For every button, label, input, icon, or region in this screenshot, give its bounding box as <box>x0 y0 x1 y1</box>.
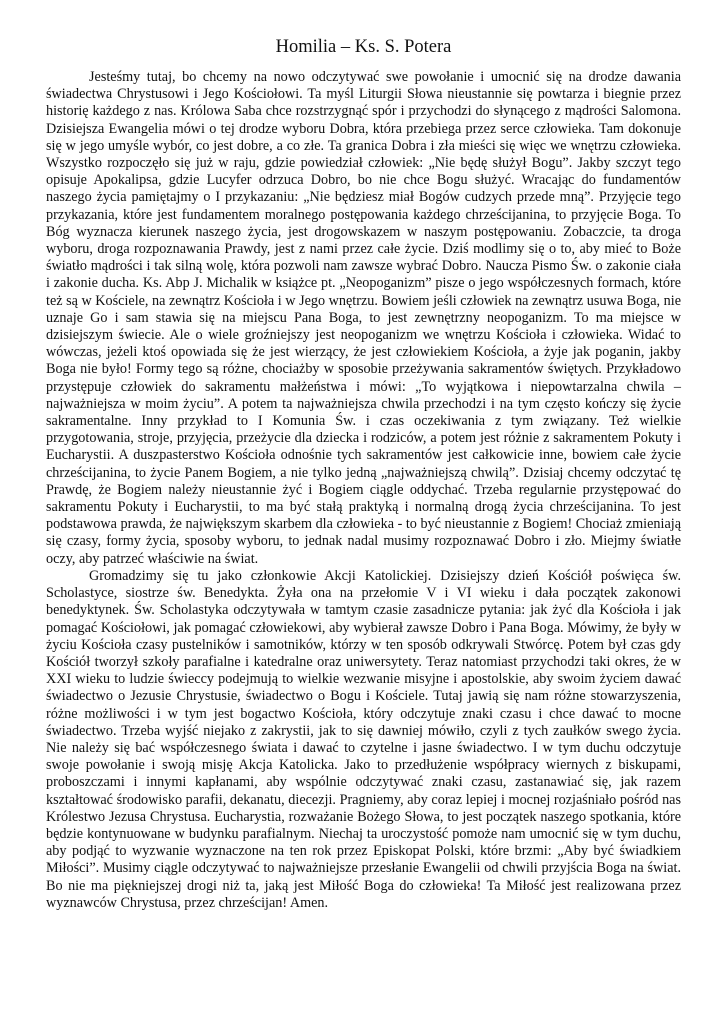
paragraph-1: Jesteśmy tutaj, bo chcemy na nowo odczytywać swe powołanie i umocnić się na drodze dawania świadectwa Chrystusowi i Jego Kościołowi. Ta myśl Liturgii Słowa nieustannie się powtarza i biegnie przez historię każdego z nas. Królowa Saba chce rozstrzygnąć spór i przychodzi do słynącego z mądrości Salomona. Dzisiejsza Ewangelia mówi o tej drodze wyboru Dobra, która przebiega przez serce człowieka. Tam dokonuje się w jego umyśle wybór, co jest dobre, a co złe. Ta granica Dobra i zła mieści się więc we wnętrzu człowieka. Wszystko rozpoczęło się już w raju, gdzie powiedział człowiek: „Nie będę służył Bogu”. Jakby szczyt tego opisuje Apokalipsa, gdzie Lucyfer odrzuca Dobro, bo nie chce Bogu służyć. Wracając do fundamentów naszego życia pamiętajmy o I przykazaniu: „Nie będziesz miał Bogów cudzych przede mną”. Przyjęcie tego przykazania, które jest fundamentem moralnego postępowania każdego chrześcijanina, to przyjęcie Boga. To Bóg wyznacza kierunek naszego życia, jest drogowskazem w naszym postępowaniu. Zobaczcie, ta droga wyboru, droga rozpoznawania Prawdy, jest z nami przez całe życie. Dziś modlimy się o to, aby mieć to Boże światło mądrości i tak silną wolę, która pozwoli nam zawsze wybrać Dobro. Naucza Pismo Św. o zakonie ciała i zakonie ducha. Ks. Abp J. Michalik w książce pt. „Neopoganizm” pisze o jego współczesnych formach, które też są w Kościele, na zewnątrz Kościoła i w Jego wnętrzu. Bowiem jeśli człowiek na zewnątrz usuwa Boga, nie uznaje Go i sam stawia się na miejscu Pana Boga, to jest zewnętrzny neopoganizm. To ma miejsce w dzisiejszym świecie. Ale o wiele groźniejszy jest neopoganizm we wnętrzu Kościoła i człowieka. Widać to wówczas, jeżeli ktoś opowiada się że jest wierzący, że jest człowiekiem Kościoła, a żyje jak poganin, jakby Boga nie było! Formy tego są różne, chociażby w sposobie przeżywania sakramentów świętych. Przykładowo przystępuje człowiek do sakramentu małżeństwa i mówi: „To wyjątkowa i niepowtarzalna chwila – najważniejsza w moim życiu”. A potem ta najważniejsza chwila przechodzi i na tym często kończy się życie sakramentalne. Inny przykład to I Komunia Św. i czas oczekiwania z tym związany. Też wielkie przygotowania, stroje, przyjęcia, przeżycie dla dziecka i rodziców, a potem jest różnie z sakramentem Pokuty i Eucharystii. A duszpasterstwo Kościoła odnośnie tych sakramentów jest całkowicie inne, bowiem całe życie chrześcijanina, to życie Panem Bogiem, a nie tylko jedną „najważniejszą chwilą”. Dzisiaj chcemy odczytać tę Prawdę, że Bogiem należy nieustannie żyć i Bogiem ciągle oddychać. Trzeba regularnie przystępować do sakramentu Pokuty i Eucharystii, to ma być stałą praktyką i normalną drogą życia chrześcijanina. To jest podstawowa prawda, że największym skarbem dla człowieka - to być nieustannie z Bogiem! Chociaż zmieniają się czasy, formy życia, sposoby wyboru, to jednak nadal musimy rozpoznawać Dobro i zło. Miejmy światłe oczy, aby patrzeć właściwie na świat. <box>46 69 681 567</box>
homily-page <box>46 34 681 912</box>
paragraph-2: Gromadzimy się tu jako członkowie Akcji Katolickiej. Dzisiejszy dzień Kościół poświęca św. Scholastyce, siostrze św. Benedykta. Żyła ona na przełomie V i VI wieku i dała początek zakonowi benedyktynek. Św. Scholastyka odczytywała w tamtym czasie zasadnicze pytania: jak żyć dla Kościoła i jak pomagać Kościołowi, jak pomagać człowiekowi, aby wybierał zawsze Dobro i Pana Boga. Mówimy, że były w życiu Kościoła czasy pustelników i samotników, którzy w ten sposób odkrywali Stwórcę. Potem był czas gdy Kościół tworzył szkoły parafialne i katedralne oraz uniwersytety. Teraz natomiast przychodzi taki okres, że w XXI wieku to ludzie świeccy podejmują to wielkie wezwanie misyjne i apostolskie, aby swoim życiem dawać świadectwo o Jezusie Chrystusie, świadectwo o Bogu i Kościele. Tutaj jawią się nam różne stowarzyszenia, różne możliwości i w tym jest bogactwo Kościoła, który odczytuje znaki czasu i chce dawać to mocne świadectwo. Trzeba wyjść niejako z zakrystii, jak to się dawniej mówiło, czyli z tych zaułków swego życia. Nie należy się bać współczesnego świata i dawać to czytelne i jasne świadectwo. I w tym duchu odczytuje swoje powołanie i swoją misję Akcja Katolicka. Jako to przedłużenie współpracy wiernych z biskupami, proboszczami i innymi kapłanami, aby wspólnie odczytywać znaki czasu, zastanawiać się, jak razem kształtować środowisko parafii, dekanatu, diecezji. Pragniemy, aby coraz lepiej i mocnej rozjaśniało pośród nas Królestwo Jezusa Chrystusa. Eucharystia, rozważanie Bożego Słowa, to jest początek naszego spotkania, które będzie kontynuowane w budynku parafialnym. Niechaj ta uroczystość pomoże nam umocnić się w tym duchu, aby podjąć to wyzwanie wyznaczone na ten rok przez Episkopat Polski, które brzmi: „Aby być świadkiem Miłości”. Musimy ciągle odczytywać to najważniejsze przesłanie Ewangelii od chwili przyjścia Boga na świat. Bo nie ma piękniejszej drogi niż ta, jaką jest Miłość Boga do człowieka! Ta Miłość jest realizowana przez wyznawców Chrystusa, przez chrześcijan! Amen. <box>46 567 681 911</box>
page-title: Homilia – Ks. S. Potera <box>275 37 452 57</box>
